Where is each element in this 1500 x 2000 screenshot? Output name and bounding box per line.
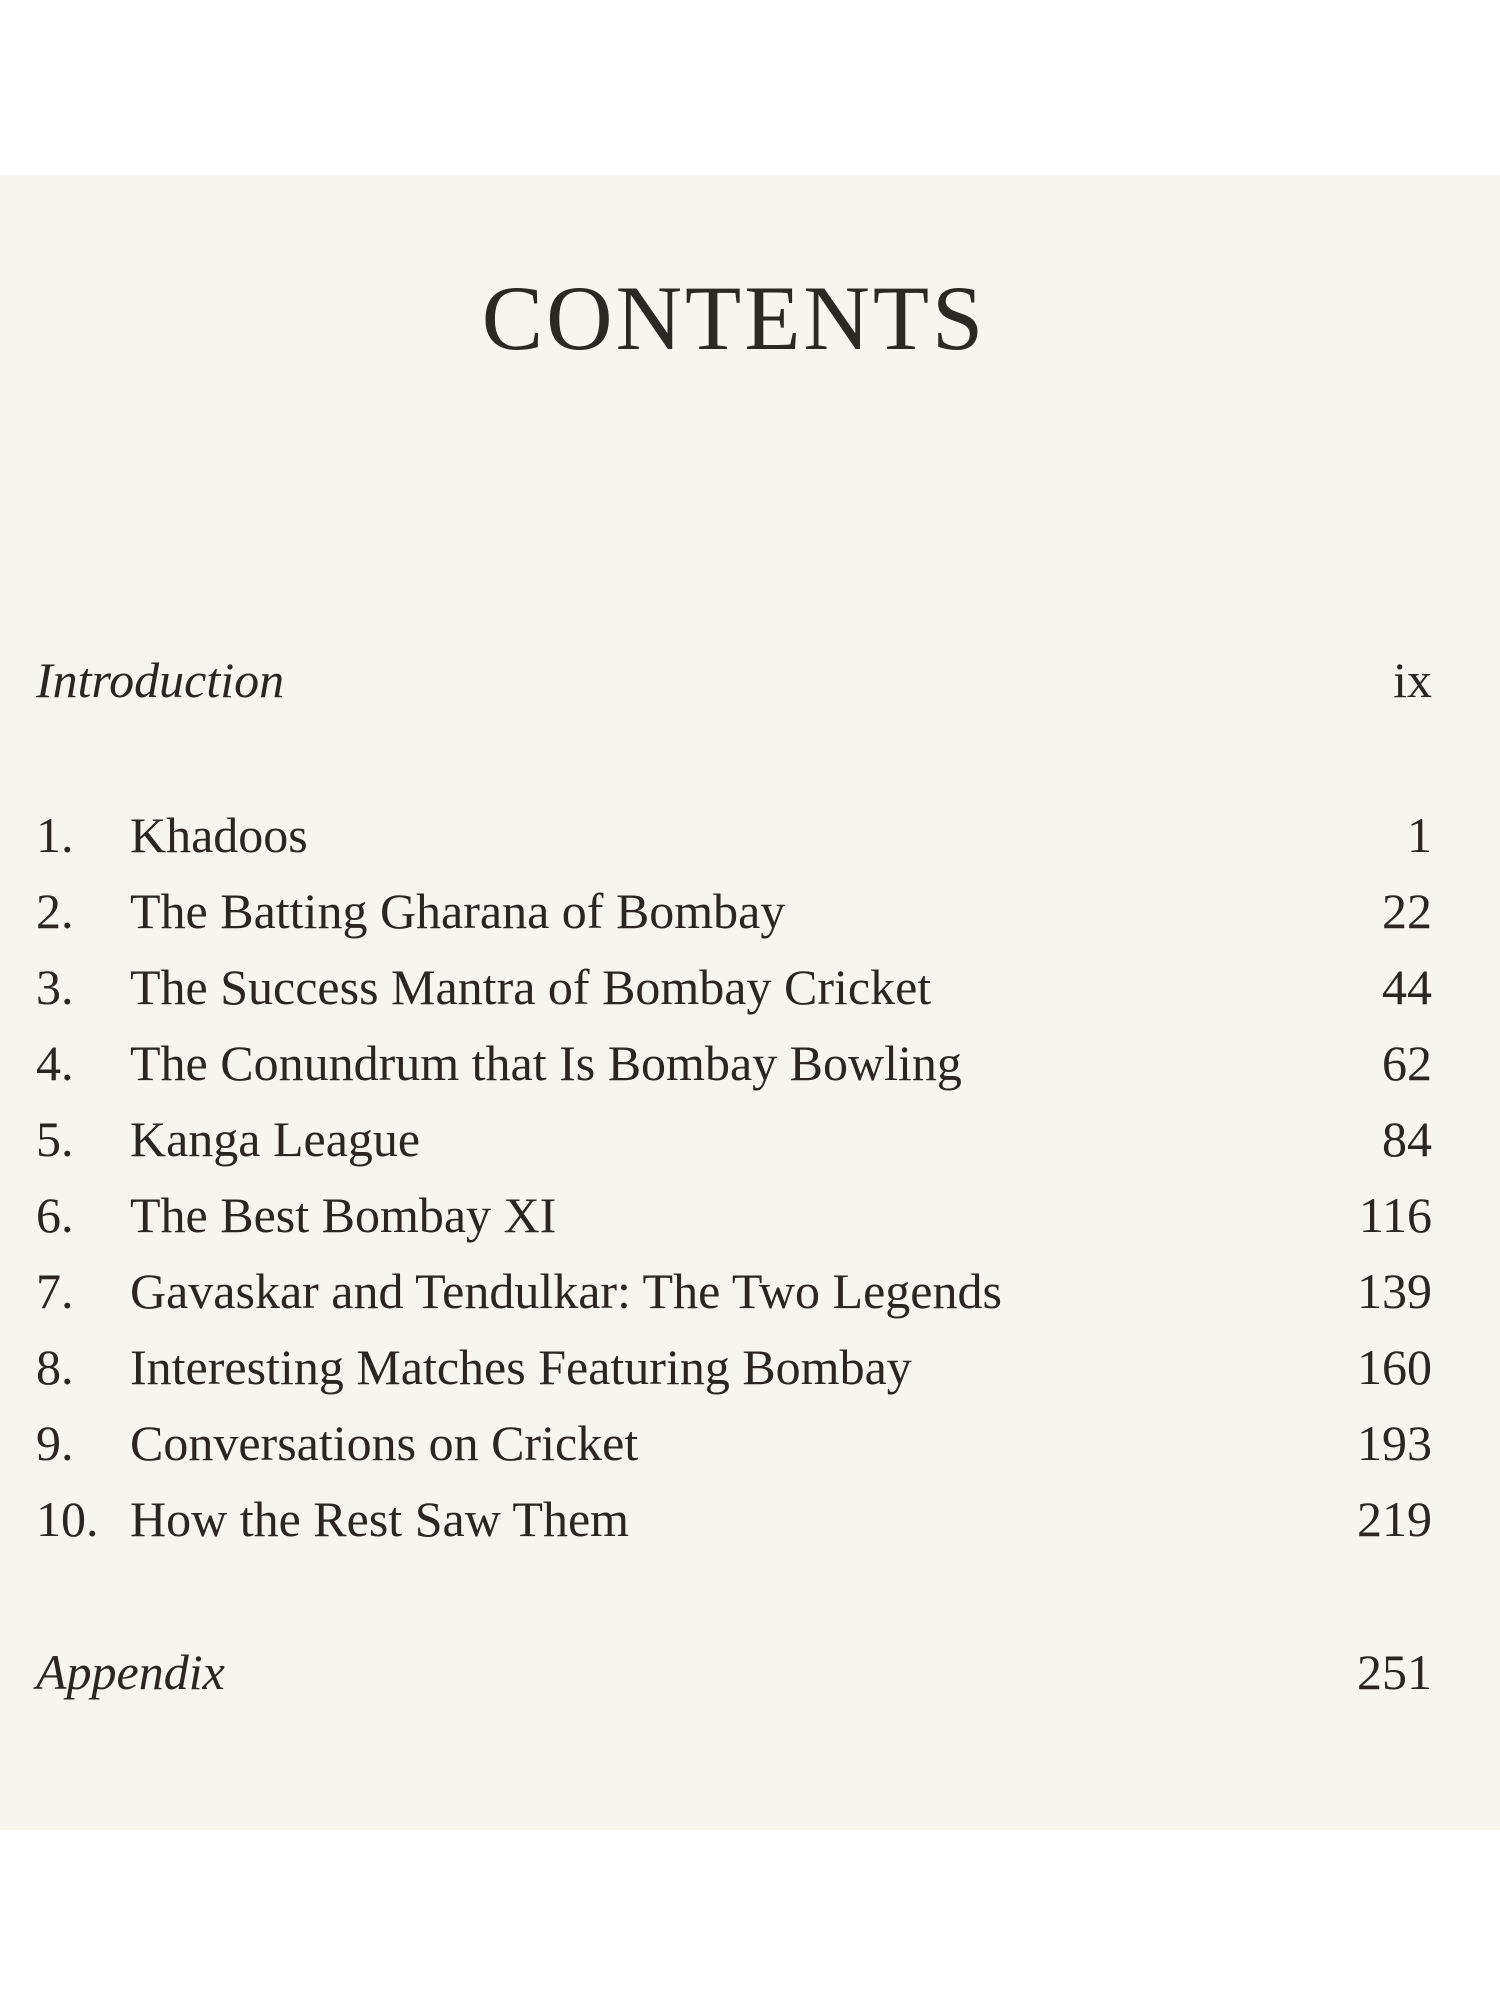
toc-entry-chapter — [0, 1180, 1500, 1250]
chapter-page: 62 — [1382, 1035, 1432, 1091]
chapter-number: 8. — [36, 1339, 74, 1395]
chapter-page: 139 — [1357, 1263, 1432, 1319]
toc-entry-chapter — [0, 1484, 1500, 1554]
scanned-page — [0, 175, 1500, 1830]
chapter-title: Khadoos — [130, 807, 308, 863]
toc-entry-introduction — [0, 645, 1500, 715]
toc-entry-page: 251 — [1357, 1644, 1432, 1700]
chapter-page: 219 — [1357, 1491, 1432, 1547]
chapter-number: 3. — [36, 959, 74, 1015]
toc-entry-chapter — [0, 800, 1500, 870]
toc-entry-chapter — [0, 876, 1500, 946]
chapter-number: 7. — [36, 1263, 74, 1319]
chapter-number: 4. — [36, 1035, 74, 1091]
chapter-page: 116 — [1358, 1187, 1432, 1243]
chapter-number: 9. — [36, 1415, 74, 1471]
toc-entry-chapter — [0, 1028, 1500, 1098]
chapter-page: 44 — [1382, 959, 1432, 1015]
chapter-title: How the Rest Saw Them — [130, 1491, 630, 1547]
toc-entry-label: Appendix — [36, 1644, 225, 1700]
toc-entry-chapter — [0, 1104, 1500, 1174]
toc-entry-chapter — [0, 952, 1500, 1022]
page-title: CONTENTS — [481, 267, 987, 369]
toc-entry-chapter — [0, 1408, 1500, 1478]
toc-entry-label: Introduction — [36, 652, 285, 708]
chapter-page: 22 — [1382, 883, 1432, 939]
chapter-page: 84 — [1382, 1111, 1432, 1167]
chapter-title: Interesting Matches Featuring Bombay — [130, 1339, 912, 1395]
chapter-number: 5. — [36, 1111, 74, 1167]
chapter-title: The Batting Gharana of Bombay — [130, 883, 786, 939]
chapter-title: Kanga League — [130, 1111, 421, 1167]
chapter-title: The Success Mantra of Bombay Cricket — [130, 959, 932, 1015]
chapter-number: 1. — [36, 807, 74, 863]
chapter-page: 160 — [1357, 1339, 1432, 1395]
chapter-title: Gavaskar and Tendulkar: The Two Legends — [130, 1263, 1002, 1319]
chapter-page: 193 — [1357, 1415, 1432, 1471]
chapter-title: The Best Bombay XI — [130, 1187, 557, 1243]
toc-entry-page: ix — [1393, 652, 1432, 708]
chapter-title: The Conundrum that Is Bombay Bowling — [130, 1035, 962, 1091]
toc-entry-chapter — [0, 1332, 1500, 1402]
chapter-title: Conversations on Cricket — [130, 1415, 639, 1471]
toc-entry-chapter — [0, 1256, 1500, 1326]
chapter-page: 1 — [1407, 807, 1432, 863]
chapter-number: 2. — [36, 883, 74, 939]
toc-entry-appendix — [0, 1637, 1500, 1707]
chapter-number: 10. — [36, 1491, 99, 1547]
chapter-number: 6. — [36, 1187, 74, 1243]
